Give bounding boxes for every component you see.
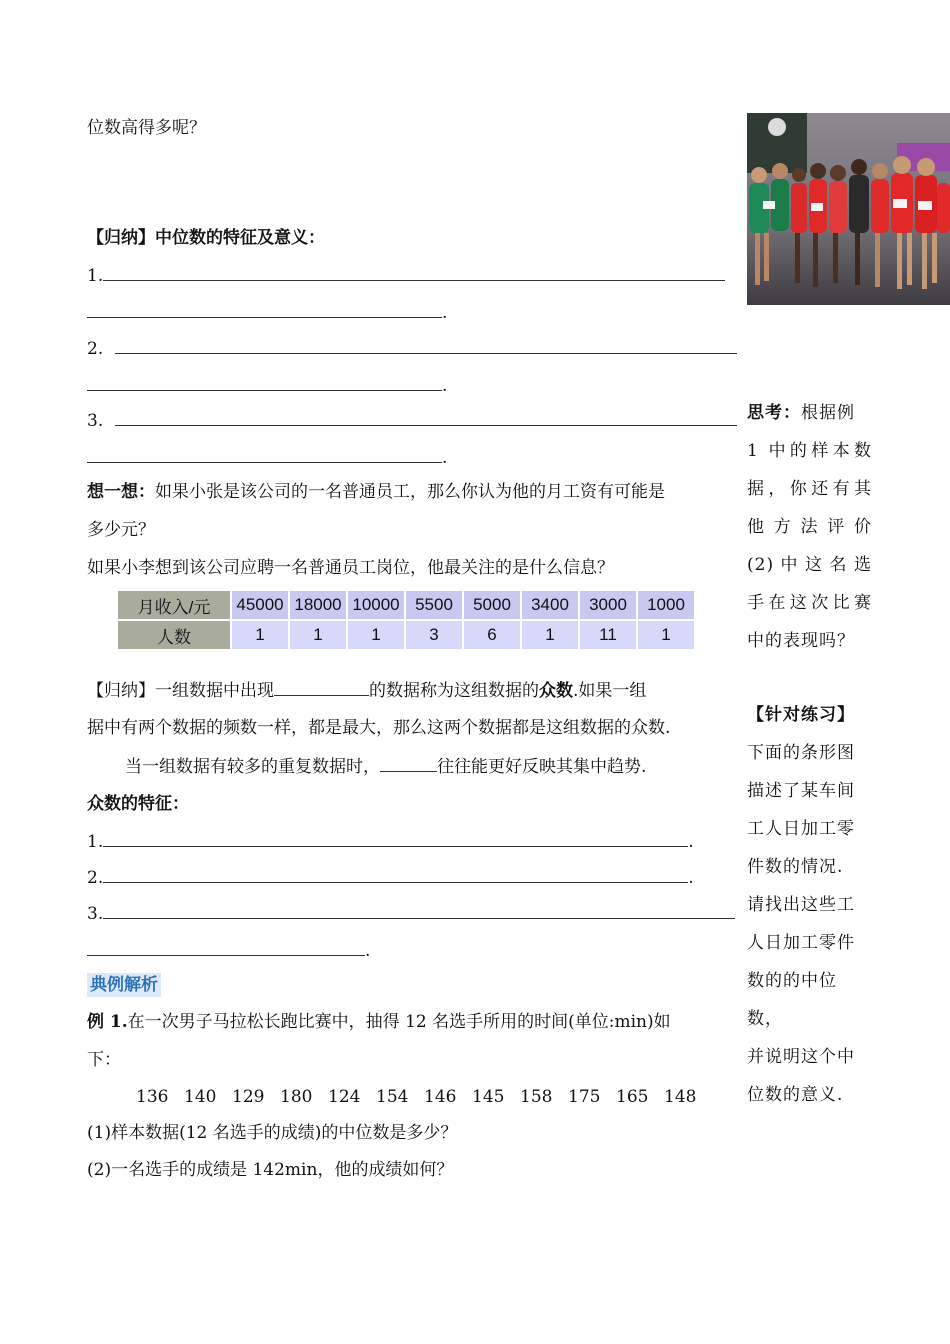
- count-cell: 1: [347, 620, 405, 650]
- item-number: 2.: [87, 868, 104, 888]
- income-cell: 3400: [521, 590, 579, 620]
- think-line-1: [87, 480, 665, 504]
- income-cell: 10000: [347, 590, 405, 620]
- income-cell: 5000: [463, 590, 521, 620]
- time-value: 145: [472, 1087, 505, 1107]
- income-cell: 18000: [289, 590, 347, 620]
- income-cell: 45000: [231, 590, 289, 620]
- income-cell: 1000: [637, 590, 695, 620]
- mode-def-middle: 的数据称为这组数据的: [369, 681, 539, 701]
- side-think-line-1: [747, 394, 872, 432]
- side-think: [747, 394, 872, 660]
- time-value: 129: [232, 1087, 265, 1107]
- median-feature-1: [87, 263, 725, 288]
- answer-blank[interactable]: [115, 336, 737, 354]
- think-line-2: 多少元？: [87, 520, 155, 540]
- time-value: 180: [280, 1087, 313, 1107]
- count-cell: 1: [231, 620, 289, 650]
- answer-blank[interactable]: [103, 901, 735, 919]
- time-value: 154: [376, 1087, 409, 1107]
- think-text: 如果小张是该公司的一名普通员工，那么你认为他的月工资有可能是: [155, 482, 665, 502]
- mode-def-suffix: .如果一组: [573, 681, 647, 701]
- income-table: [116, 589, 696, 651]
- side-practice-line: 描述了某车间: [747, 781, 855, 801]
- time-value: 165: [616, 1087, 649, 1107]
- side-practice-line: 工人日加工零: [747, 819, 855, 839]
- item-number: 2.: [87, 339, 104, 359]
- summary-median-title: 【归纳】中位数的特征及意义：: [87, 228, 325, 248]
- example-text: 在一次男子马拉松长跑比赛中，抽得 12 名选手所用的时间(单位:min)如: [127, 1012, 671, 1032]
- example-label: 例 1.: [87, 1012, 128, 1032]
- time-value: 158: [520, 1087, 553, 1107]
- count-cell: 6: [463, 620, 521, 650]
- side-practice-line: 请找出这些工: [747, 895, 855, 915]
- count-cell: 3: [405, 620, 463, 650]
- median-feature-1-cont: .: [87, 300, 447, 325]
- mode-feature-2: 2. .: [87, 865, 694, 890]
- answer-blank[interactable]: [115, 408, 737, 426]
- item-number: 3.: [87, 904, 104, 924]
- side-think-line: 据，你还有其: [747, 479, 872, 499]
- count-header: 人数: [117, 620, 231, 650]
- item-number: 1.: [87, 832, 104, 852]
- mode-features-title: 众数的特征：: [87, 794, 189, 814]
- side-practice-title: 【针对练习】: [747, 705, 855, 725]
- count-cell: 1: [521, 620, 579, 650]
- side-practice-line: 件数的情况.: [747, 857, 844, 877]
- time-value: 148: [664, 1087, 697, 1107]
- time-value: 146: [424, 1087, 457, 1107]
- mode-feature-3-cont: .: [87, 938, 370, 963]
- side-think-line: (2)中这名选: [747, 555, 872, 575]
- mode-definition-line-3: [125, 754, 646, 779]
- answer-blank[interactable]: [87, 938, 365, 956]
- mode-def-prefix: 【归纳】一组数据中出现: [87, 681, 274, 701]
- side-practice-line: 下面的条形图: [747, 743, 855, 763]
- section-tag: 典例解析: [87, 973, 161, 997]
- median-feature-3: [87, 408, 737, 433]
- time-value: 175: [568, 1087, 601, 1107]
- income-cell: 5500: [405, 590, 463, 620]
- item-number: 1.: [87, 266, 104, 286]
- time-value: 124: [328, 1087, 361, 1107]
- think-label: 想一想：: [87, 482, 155, 502]
- marathon-times: [136, 1085, 704, 1109]
- answer-blank[interactable]: [103, 865, 688, 883]
- mode-term: 众数: [539, 681, 573, 701]
- mode-feature-3: [87, 901, 735, 926]
- item-number: 3.: [87, 411, 104, 431]
- think-question-2: 如果小李想到该公司应聘一名普通员工岗位，他最关注的是什么信息？: [87, 558, 614, 578]
- count-cell: 11: [579, 620, 637, 650]
- answer-blank[interactable]: [87, 300, 442, 318]
- mode-definition-line-1: [87, 678, 646, 703]
- side-practice-line: 人日加工零件: [747, 933, 855, 953]
- marathon-photo: [747, 113, 950, 305]
- time-value: 140: [184, 1087, 217, 1107]
- answer-blank[interactable]: [380, 754, 437, 772]
- count-cell: 1: [637, 620, 695, 650]
- side-think-line: 1 中的样本数: [747, 441, 872, 461]
- side-think-label: 思考：: [747, 403, 801, 423]
- side-practice: [747, 696, 872, 1114]
- side-practice-line: 位数的意义.: [747, 1085, 844, 1105]
- income-row: [117, 590, 695, 620]
- example-q2: (2)一名选手的成绩是 142min，他的成绩如何？: [87, 1160, 454, 1180]
- median-feature-2-cont: .: [87, 373, 447, 398]
- time-value: 136: [136, 1087, 169, 1107]
- answer-blank[interactable]: [274, 678, 369, 696]
- example-line-2: 下：: [87, 1050, 121, 1070]
- count-row: [117, 620, 695, 650]
- example-line-1: [87, 1010, 671, 1034]
- median-feature-3-cont: .: [87, 445, 447, 470]
- count-cell: 1: [289, 620, 347, 650]
- top-line: 位数高得多呢？: [87, 118, 206, 138]
- income-cell: 3000: [579, 590, 637, 620]
- side-think-line: 中的表现吗？: [747, 631, 855, 651]
- median-feature-2: [87, 336, 737, 361]
- side-think-line: 手在这次比赛: [747, 593, 872, 613]
- answer-blank[interactable]: [103, 829, 688, 847]
- answer-blank[interactable]: [103, 263, 725, 281]
- mode-definition-line-2: 据中有两个数据的频数一样，都是最大，那么这两个数据都是这组数据的众数.: [87, 718, 671, 738]
- side-think-line: 他方法评价: [747, 517, 872, 537]
- answer-blank[interactable]: [87, 445, 442, 463]
- answer-blank[interactable]: [87, 373, 442, 391]
- side-practice-line: 数的的中位数，: [747, 971, 837, 1029]
- mode-feature-1: 1. .: [87, 829, 694, 854]
- side-think-text: 根据例: [801, 403, 855, 423]
- side-practice-line: 并说明这个中: [747, 1047, 855, 1067]
- income-header: 月收入/元: [117, 590, 231, 620]
- mode-trend-text-2: 往往能更好反映其集中趋势.: [437, 757, 647, 777]
- mode-trend-text: 当一组数据有较多的重复数据时，: [125, 757, 380, 777]
- example-q1: (1)样本数据(12 名选手的成绩)的中位数是多少？: [87, 1123, 458, 1143]
